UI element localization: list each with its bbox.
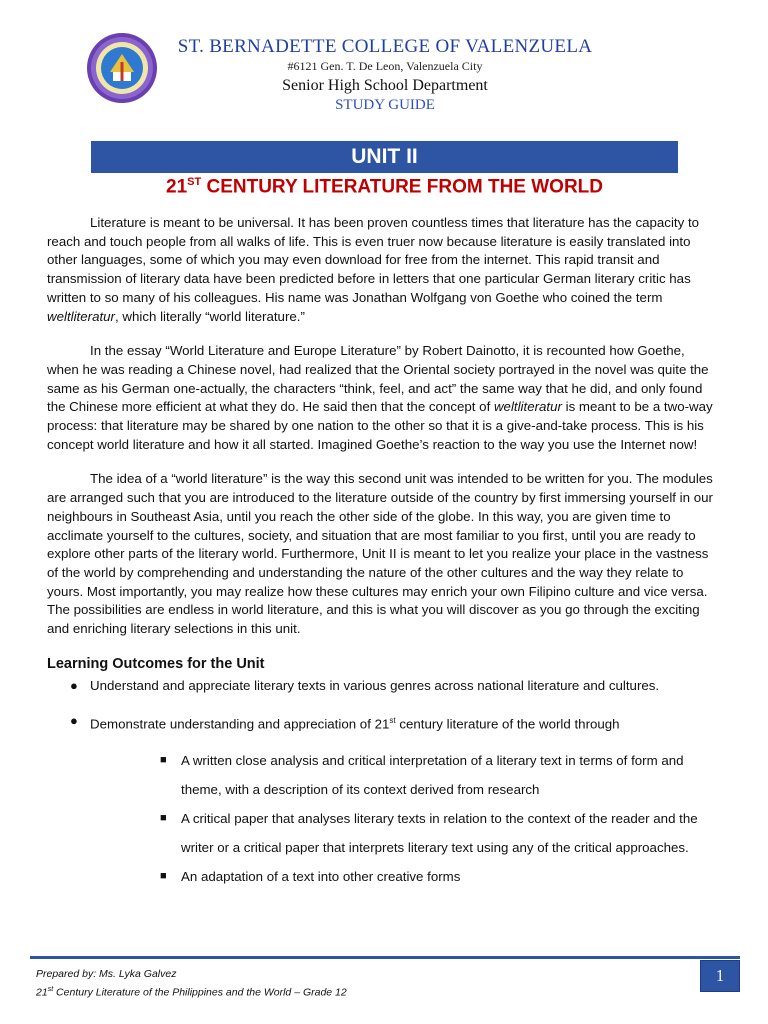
subitem-text: A critical paper that analyses literary texts in relation to the context of the reader and the writer or a critical paper that interprets literary text using any of the critical approaches. <box>181 810 698 855</box>
emphasis-term: weltliteratur <box>493 399 562 415</box>
unit-title-number: 21 <box>166 176 188 198</box>
paragraph-text: In the essay “World Literature and Europe Literature” by Robert Dainotto, it is recounted how Goethe, when he was reading a Chinese novel, had realized that the Oriental society portrayed in the novel was quite the same as his German one-actually, the characters “think, feel, and act” the same way that he did, and only found the Chinese more efficient at what they do. He said then that the concept of <box>47 343 709 415</box>
bullet-icon: ● <box>70 678 78 694</box>
unit-banner: UNIT II <box>91 141 678 173</box>
outcome-text: century literature of the world through <box>395 716 620 732</box>
document-body <box>47 214 715 891</box>
unit-title-superscript: ST <box>187 176 202 188</box>
school-seal-icon <box>86 32 158 104</box>
outcome-subitem <box>47 804 715 862</box>
subitem-text: An adaptation of a text into other creative forms <box>181 868 461 884</box>
paragraph-text: Literature is meant to be universal. It has been proven countless times that literature has the capacity to reach and touch people from all walks of life. This is even truer now because literature is easily translated into other languages, some of which you may even download for free from the internet. This rapid transit and transmission of literary data have been predicted before in letters that one particular German literary critic has written to so many of his colleagues. His name was Jonathan Wolfgang von Goethe who coined the term <box>47 215 700 305</box>
paragraph-intro <box>47 214 715 326</box>
paragraph-text: is meant to be a two-way process: that literature may be shared by one nation to the other so that it is a give-and-take process. This is his concept world literature and how it all started. Imagined Goethe’s reaction to the way you use the Internet now! <box>47 399 713 452</box>
outcome-text: Demonstrate understanding and appreciation of 21 <box>90 716 390 732</box>
square-bullet-icon: ■ <box>160 753 167 766</box>
square-bullet-icon: ■ <box>160 869 167 882</box>
paragraph-goethe <box>47 342 715 454</box>
square-bullet-icon: ■ <box>160 811 167 824</box>
footer-credits <box>36 966 347 1001</box>
course-text: Century Literature of the Philippines and the World – Grade 12 <box>53 986 347 999</box>
course-superscript: st <box>47 986 54 993</box>
footer-divider <box>30 956 740 959</box>
paragraph-text: , which literally “world literature.” <box>114 308 305 324</box>
school-name: ST. BERNADETTE COLLEGE OF VALENZUELA <box>177 36 593 57</box>
school-address: #6121 Gen. T. De Leon, Valenzuela City <box>287 59 483 73</box>
outcome-bullet <box>47 677 715 695</box>
outcome-subitem <box>47 746 715 804</box>
outcome-text: Understand and appreciate literary texts in various genres across national literature and cultures. <box>90 678 660 694</box>
course-number: 21 <box>36 986 48 999</box>
department-name: Senior High School Department <box>282 77 488 94</box>
paragraph-unit-idea: The idea of a “world literature” is the way this second unit was intended to be written for you. The modules are arranged such that you are introduced to the literature outside of the country by first immersing yourself in our neighbours in Southeast Asia, until you reach the other side of the globe. In this way, you are given time to acclimate yourself to the cultures, society, and situation that are most familiar to you first, until you are ready to explore other parts of the literary world. Furthermore, Unit II is meant to let you realize your place in the vastness of the world by comprehending and understanding the nature of the other cultures and the way they relate to yours. Most importantly, you may realize how these cultures may enrich your own Filipino culture and vice versa. The possibilities are endless in world literature, and this is what you will discover as you go through the exciting and enriching literary selections in this unit. <box>47 471 713 637</box>
outcome-superscript: st <box>389 716 396 726</box>
document-type: STUDY GUIDE <box>335 97 435 113</box>
bullet-icon: ● <box>70 713 78 729</box>
unit-title-text: CENTURY LITERATURE FROM THE WORLD <box>201 176 603 198</box>
course-name <box>36 982 347 1001</box>
document-header <box>0 0 768 130</box>
emphasis-term: weltliteratur <box>47 308 115 324</box>
outcomes-heading: Learning Outcomes for the Unit <box>47 655 265 672</box>
outcome-subitem <box>47 862 715 891</box>
outcome-bullet <box>47 712 715 733</box>
page-number: 1 <box>700 960 740 992</box>
unit-title <box>91 176 678 198</box>
prepared-by: Prepared by: Ms. Lyka Galvez <box>36 968 177 980</box>
subitem-text: A written close analysis and critical interpretation of a literary text in terms of form and theme, with a description of its context derived from research <box>181 752 684 797</box>
